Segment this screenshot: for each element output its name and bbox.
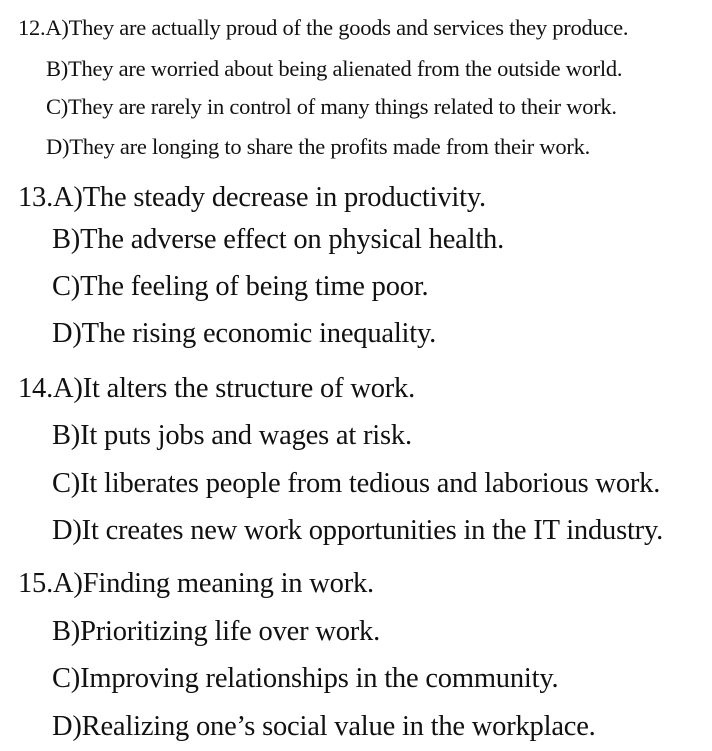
q12-option-d: D)They are longing to share the profits made from their work. bbox=[46, 134, 590, 159]
q13-option-a: 13.A)The steady decrease in productivity. bbox=[18, 182, 486, 213]
q12-option-c: C)They are rarely in control of many things related to their work. bbox=[46, 94, 617, 119]
q15-option-a: 15.A)Finding meaning in work. bbox=[18, 568, 374, 599]
q14-option-c: C)It liberates people from tedious and laborious work. bbox=[52, 468, 661, 499]
q13-option-b: B)The adverse effect on physical health. bbox=[52, 224, 505, 255]
q15-option-c: C)Improving relationships in the community. bbox=[52, 663, 559, 694]
q15-option-d: D)Realizing one’s social value in the workplace. bbox=[52, 711, 596, 742]
q14-option-a: 14.A)It alters the structure of work. bbox=[18, 373, 416, 404]
q13-option-c: C)The feeling of being time poor. bbox=[52, 271, 429, 302]
q12-option-b: B)They are worried about being alienated from the outside world. bbox=[46, 56, 623, 81]
q14-option-d: D)It creates new work opportunities in the IT industry. bbox=[52, 515, 664, 546]
q15-option-b: B)Prioritizing life over work. bbox=[52, 616, 381, 647]
q12-option-a: 12.A)They are actually proud of the goods and services they produce. bbox=[18, 15, 629, 40]
q13-option-d: D)The rising economic inequality. bbox=[52, 318, 437, 349]
q14-option-b: B)It puts jobs and wages at risk. bbox=[52, 420, 412, 451]
